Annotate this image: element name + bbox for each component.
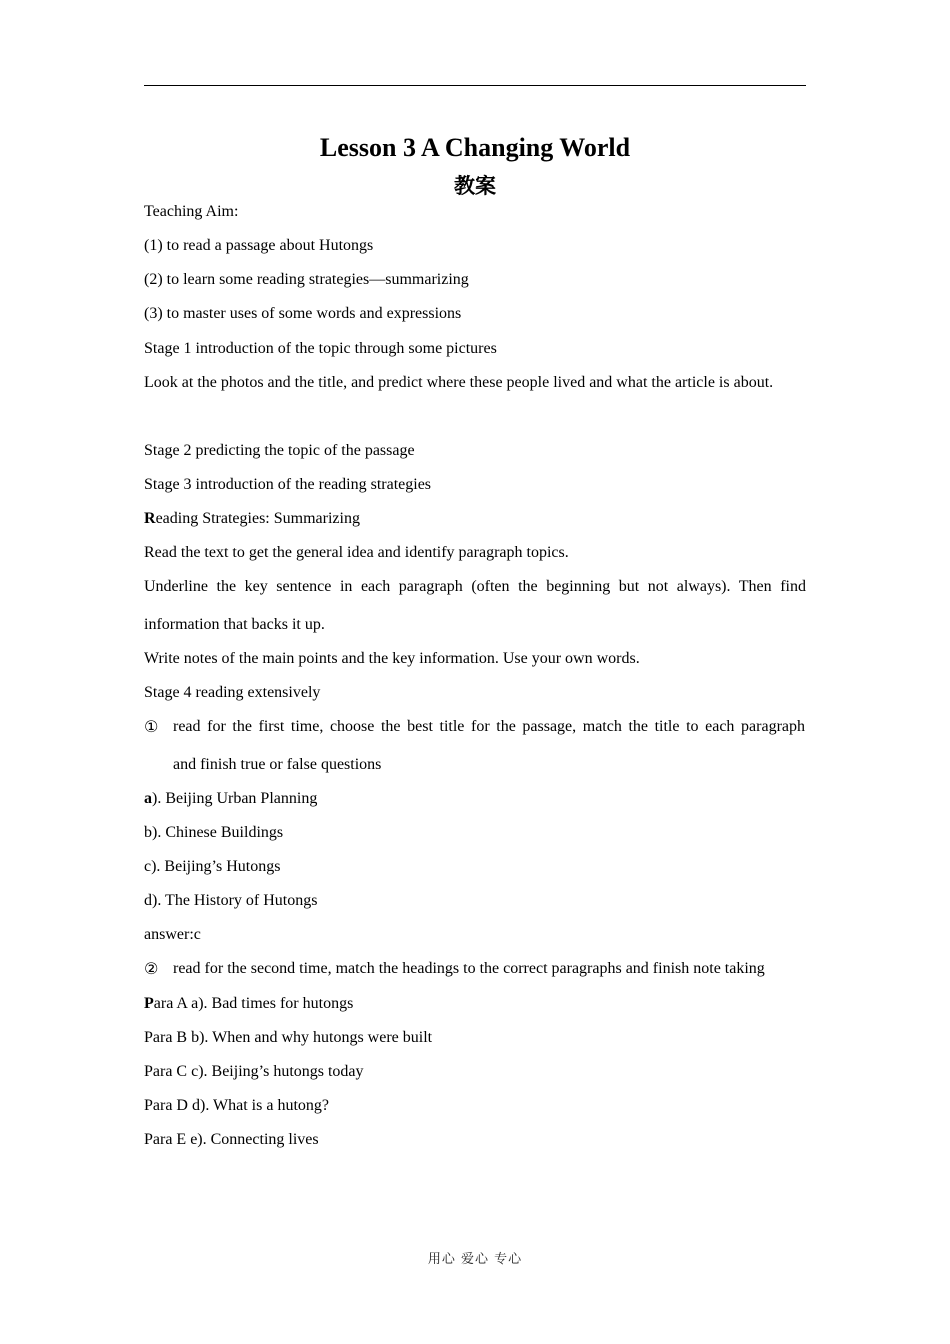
option-letter: a xyxy=(144,790,152,807)
title-option: d). The History of Hutongs xyxy=(144,892,318,909)
stage2-heading: Stage 2 predicting the topic of the passage xyxy=(144,442,415,459)
stage1-heading: Stage 1 introduction of the topic through some pictures xyxy=(144,340,497,357)
circled-two-marker: ② xyxy=(144,959,159,978)
task1-text: read for the first time, choose the best title for the passage, match the title to each paragraph xyxy=(173,718,805,735)
para-heading-match: Para E e). Connecting lives xyxy=(144,1131,319,1148)
task1-text-continued: and finish true or false questions xyxy=(173,756,382,773)
stage1-text: Look at the photos and the title, and predict where these people lived and what the article is about. xyxy=(144,374,774,391)
answer-text: answer:c xyxy=(144,926,201,943)
para-heading-match: Para C c). Beijing’s hutongs today xyxy=(144,1063,364,1080)
stage3-heading: Stage 3 introduction of the reading strategies xyxy=(144,476,432,493)
teaching-aim-heading: Teaching Aim: xyxy=(144,203,239,220)
strategy-line: Write notes of the main points and the key information. Use your own words. xyxy=(144,650,640,667)
stage4-heading: Stage 4 reading extensively xyxy=(144,684,321,701)
title-option xyxy=(144,789,806,809)
teaching-aim-item: (3) to master uses of some words and expressions xyxy=(144,305,462,322)
strategies-heading-rest: eading Strategies: Summarizing xyxy=(155,510,360,527)
document-subtitle: 教案 xyxy=(454,174,496,198)
para-heading-match: Para B b). When and why hutongs were built xyxy=(144,1029,433,1046)
strategy-line: Read the text to get the general idea and identify paragraph topics. xyxy=(144,544,569,561)
para-heading-match xyxy=(144,994,806,1014)
document-title: Lesson 3 A Changing World xyxy=(319,133,631,162)
header-rule xyxy=(144,85,806,86)
title-option: b). Chinese Buildings xyxy=(144,824,284,841)
para-text: ara A a). Bad times for hutongs xyxy=(153,995,354,1012)
circled-one-marker: ① xyxy=(144,717,159,736)
strategies-heading xyxy=(144,509,806,529)
strategy-line: Underline the key sentence in each paragraph (often the beginning but not always). Then find xyxy=(144,578,806,595)
para-initial: P xyxy=(144,995,154,1012)
teaching-aim-item: (2) to learn some reading strategies—summarizing xyxy=(144,271,469,288)
strategy-line-continued: information that backs it up. xyxy=(144,616,325,633)
task2-text: read for the second time, match the headings to the correct paragraphs and finish note taking xyxy=(173,960,765,977)
teaching-aim-item: (1) to read a passage about Hutongs xyxy=(144,237,374,254)
para-heading-match: Para D d). What is a hutong? xyxy=(144,1097,329,1114)
title-option: c). Beijing’s Hutongs xyxy=(144,858,281,875)
strategies-heading-initial: R xyxy=(144,510,156,527)
option-text: ). Beijing Urban Planning xyxy=(152,790,318,807)
page-footer: 用心 爱心 专心 xyxy=(427,1252,523,1267)
